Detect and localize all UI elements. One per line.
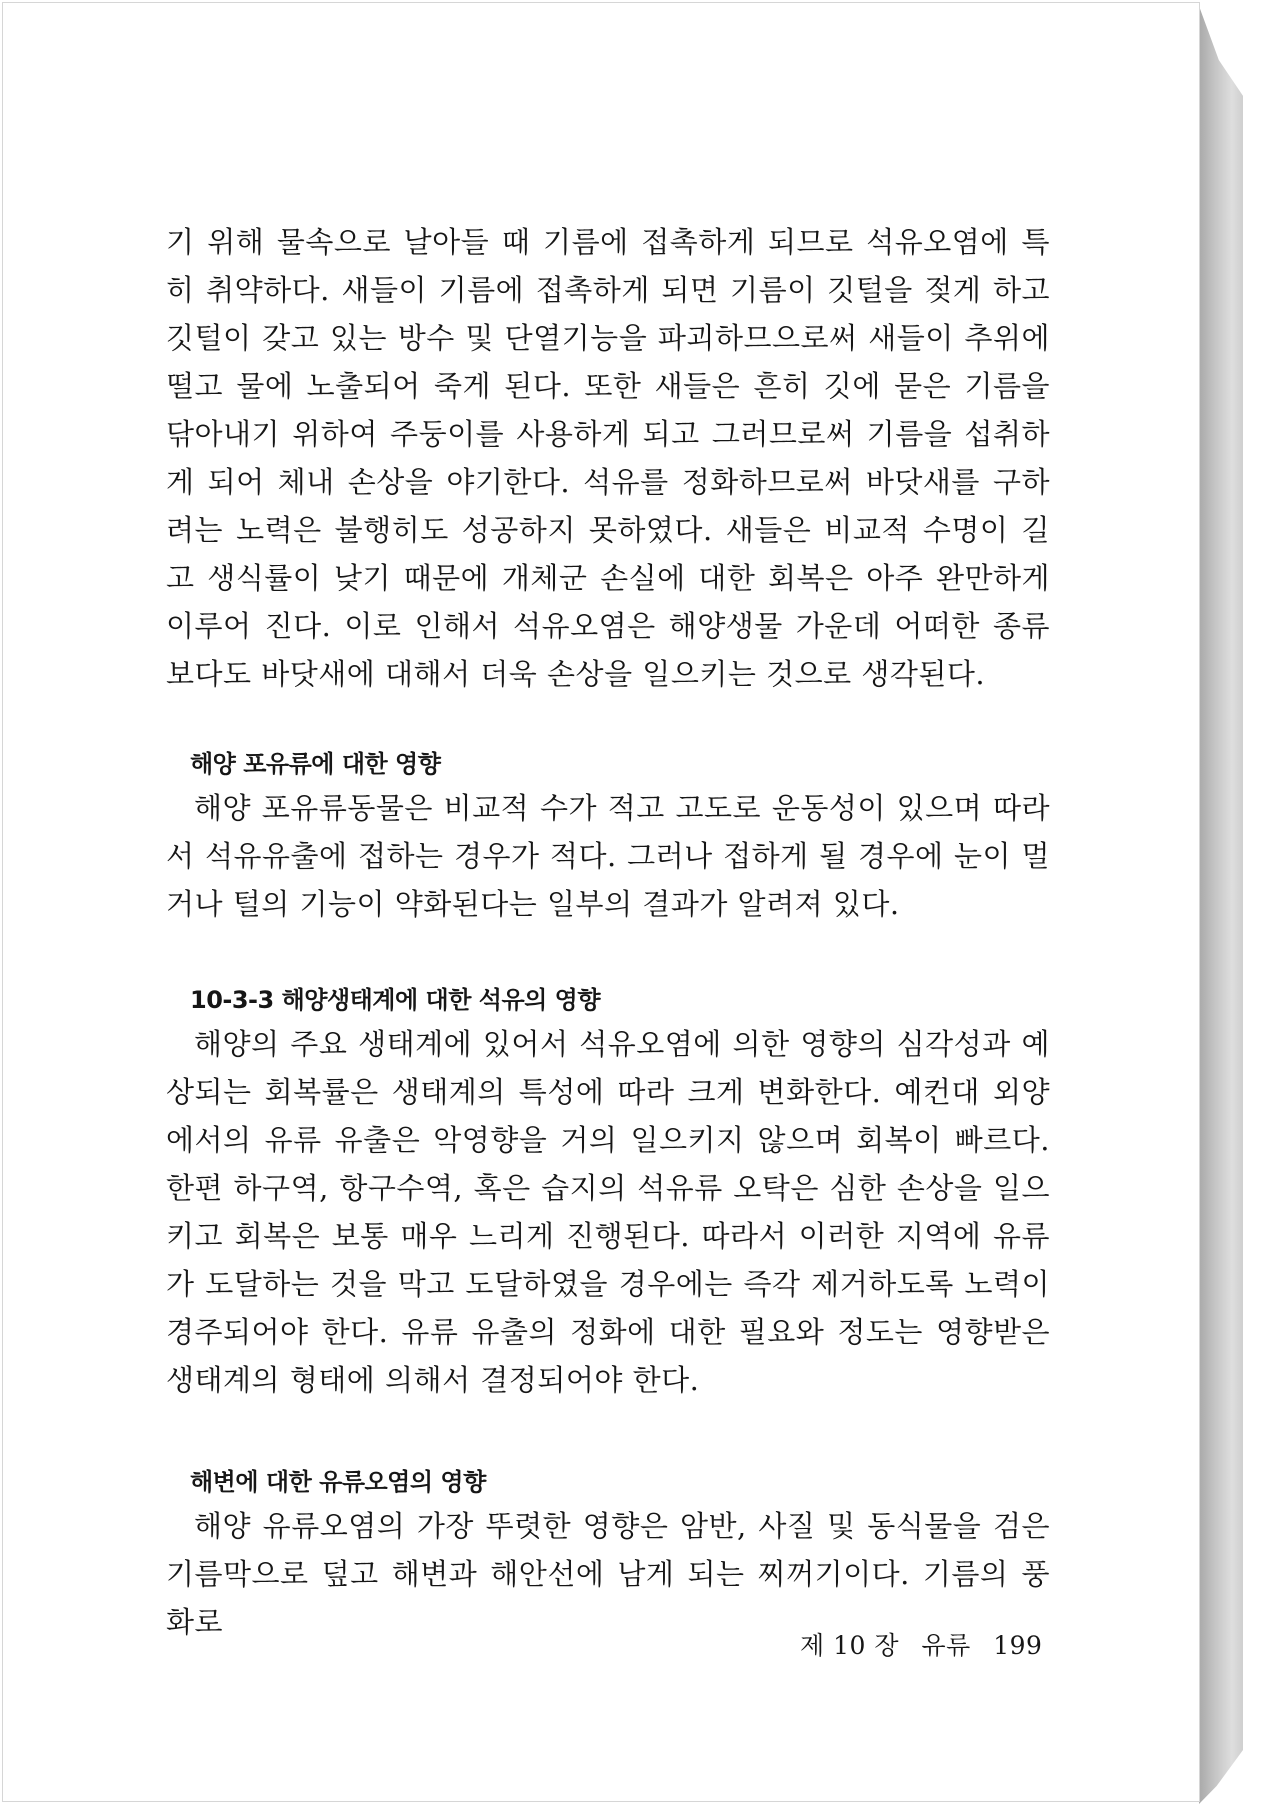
section-heading: 해변에 대한 유류오염의 영향 xyxy=(190,1468,486,1496)
body-paragraph: 해양 포유류동물은 비교적 수가 적고 고도로 운동성이 있으며 따라서 석유유출에 접하는 경우가 적다. 그러나 접하게 될 경우에 눈이 멀거나 털의 기능이 약화된다는 일부의 결과가 알려져 있다. xyxy=(166,791,1050,921)
section-heading: 해양 포유류에 대한 영향 xyxy=(190,750,441,778)
body-paragraph: 해양의 주요 생태계에 있어서 석유오염에 의한 영향의 심각성과 예상되는 회복률은 생태계의 특성에 따라 크게 변화한다. 예컨대 외양에서의 유류 유출은 악영향을 거의 일으키지 않으며 회복이 빠르다. 한편 하구역, 항구수역, 혹은 습지의 석유류 오탁은 심한 손상을 일으키고 회복은 보통 매우 느리게 진행된다. 따라서 이러한 지역에 유류가 도달하는 것을 막고 도달하였을 경우에는 즉각 제거하도록 노력이 경주되어야 한다. 유류 유출의 정화에 대한 필요와 정도는 영향받은 생태계의 형태에 의해서 결정되어야 한다. xyxy=(166,1027,1050,1397)
body-paragraph: 해양 유류오염의 가장 뚜렷한 영향은 암반, 사질 및 동식물을 검은 기름막으로 덮고 해변과 해안선에 남게 되는 찌꺼기이다. 기름의 풍화로 xyxy=(166,1509,1050,1639)
body-paragraph: 기 위해 물속으로 날아들 때 기름에 접촉하게 되므로 석유오염에 특히 취약하다. 새들이 기름에 접촉하게 되면 기름이 깃털을 젖게 하고 깃털이 갖고 있는 방수 및 단열기능을 파괴하므으로써 새들이 추위에 떨고 물에 노출되어 죽게 된다. 또한 새들은 흔히 깃에 묻은 기름을 닦아내기 위하여 주둥이를 사용하게 되고 그러므로써 기름을 섭취하게 되어 체내 손상을 야기한다. 석유를 정화하므로써 바닷새를 구하려는 노력은 불행히도 성공하지 못하였다. 새들은 비교적 수명이 길고 생식률이 낮기 때문에 개체군 손실에 대한 회복은 아주 완만하게 이루어 진다. 이로 인해서 석유오염은 해양생물 가운데 어떠한 종류보다도 바닷새에 대해서 더욱 손상을 일으키는 것으로 생각된다. xyxy=(166,225,1050,691)
chapter-title: 유류 xyxy=(921,1631,971,1660)
page-edge xyxy=(1199,6,1243,1804)
section-heading: 10-3-3 해양생태계에 대한 석유의 영향 xyxy=(190,986,601,1014)
page-body xyxy=(166,218,1050,1646)
page-footer xyxy=(800,1626,1042,1662)
chapter-number: 제 10 장 xyxy=(800,1631,900,1660)
page-number: 199 xyxy=(993,1631,1043,1660)
